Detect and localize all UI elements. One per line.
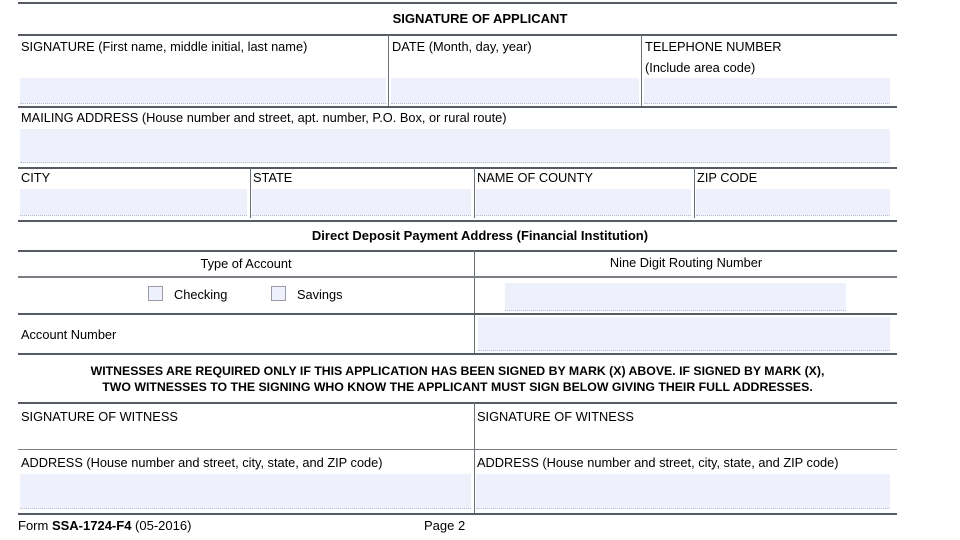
signature-input[interactable] (20, 78, 386, 104)
divider-witness-columns (474, 403, 475, 513)
divider-date-telephone (641, 35, 642, 106)
routing-number-header: Nine Digit Routing Number (609, 255, 763, 270)
footer-form-number: SSA-1724-F4 (51, 518, 132, 533)
checkbox-checking[interactable] (148, 286, 163, 301)
footer-form-identifier (18, 518, 191, 533)
witness-notice-line2: TWO WITNESSES TO THE SIGNING WHO KNOW THE APPLICANT MUST SIGN BELOW GIVING THEIR FULL ADDRESSES. (102, 380, 813, 394)
zip-label: ZIP CODE (697, 170, 758, 185)
date-input[interactable] (391, 78, 639, 104)
divider-signature-date (388, 35, 389, 106)
mailing-address-label: MAILING ADDRESS (House number and street, apt. number, P.O. Box, or rural route) (21, 110, 507, 125)
city-input[interactable] (20, 189, 247, 216)
savings-label: Savings (297, 287, 343, 302)
date-label: DATE (Month, day, year) (392, 39, 532, 54)
state-label: STATE (253, 170, 293, 185)
routing-number-input[interactable] (505, 283, 846, 311)
rule-below-mailing-address (18, 167, 897, 169)
signature-label: SIGNATURE (First name, middle initial, last name) (21, 39, 308, 54)
witness-2-address-label: ADDRESS (House number and street, city, state, and ZIP code) (477, 455, 839, 470)
rule-top (18, 2, 897, 4)
telephone-input[interactable] (644, 78, 890, 104)
witness-2-address-input[interactable] (476, 474, 890, 509)
witness-1-signature-input[interactable] (20, 430, 471, 447)
witness-1-address-input[interactable] (20, 474, 471, 509)
section-title-direct-deposit: Direct Deposit Payment Address (Financial Institution) (311, 228, 649, 243)
rule-bottom (18, 513, 897, 515)
divider-city-state (250, 168, 251, 218)
type-of-account-header: Type of Account (200, 256, 292, 271)
divider-county-zip (694, 168, 695, 218)
witness-notice-line1: WITNESSES ARE REQUIRED ONLY IF THIS APPLICATION HAS BEEN SIGNED BY MARK (X) ABOVE. IF SIGNED BY MARK (X), (90, 364, 825, 378)
rule-below-account-headers (18, 276, 897, 278)
rule-above-witness-rows (18, 402, 897, 404)
rule-below-signature-row (18, 106, 897, 108)
witness-1-address-label: ADDRESS (House number and street, city, state, and ZIP code) (21, 455, 383, 470)
zip-input[interactable] (696, 189, 890, 216)
rule-between-witness-signature-address (18, 449, 897, 450)
city-label: CITY (21, 170, 51, 185)
account-number-input[interactable] (478, 317, 890, 351)
footer-form-revision: (05-2016) (131, 518, 192, 533)
checkbox-savings[interactable] (271, 286, 286, 301)
witness-2-signature-input[interactable] (476, 430, 890, 447)
section-title-signature-of-applicant: SIGNATURE OF APPLICANT (392, 11, 568, 26)
rule-below-section-title (18, 34, 897, 36)
rule-below-city-row (18, 220, 897, 222)
rule-below-account-number (18, 353, 897, 355)
county-input[interactable] (476, 189, 691, 216)
footer-form-prefix: Form (18, 518, 52, 533)
witness-2-signature-label: SIGNATURE OF WITNESS (477, 409, 634, 424)
checking-label: Checking (174, 287, 228, 302)
telephone-label-line2: (Include area code) (645, 60, 756, 75)
witness-1-signature-label: SIGNATURE OF WITNESS (21, 409, 178, 424)
rule-below-direct-deposit-title (18, 250, 897, 252)
county-label: NAME OF COUNTY (477, 170, 593, 185)
divider-state-county (474, 168, 475, 218)
mailing-address-input[interactable] (20, 129, 890, 163)
state-input[interactable] (252, 189, 471, 216)
rule-below-account-type-row (18, 313, 897, 315)
footer-page-number: Page 2 (424, 518, 466, 533)
telephone-label-line1: TELEPHONE NUMBER (645, 39, 782, 54)
account-number-label: Account Number (21, 327, 117, 342)
